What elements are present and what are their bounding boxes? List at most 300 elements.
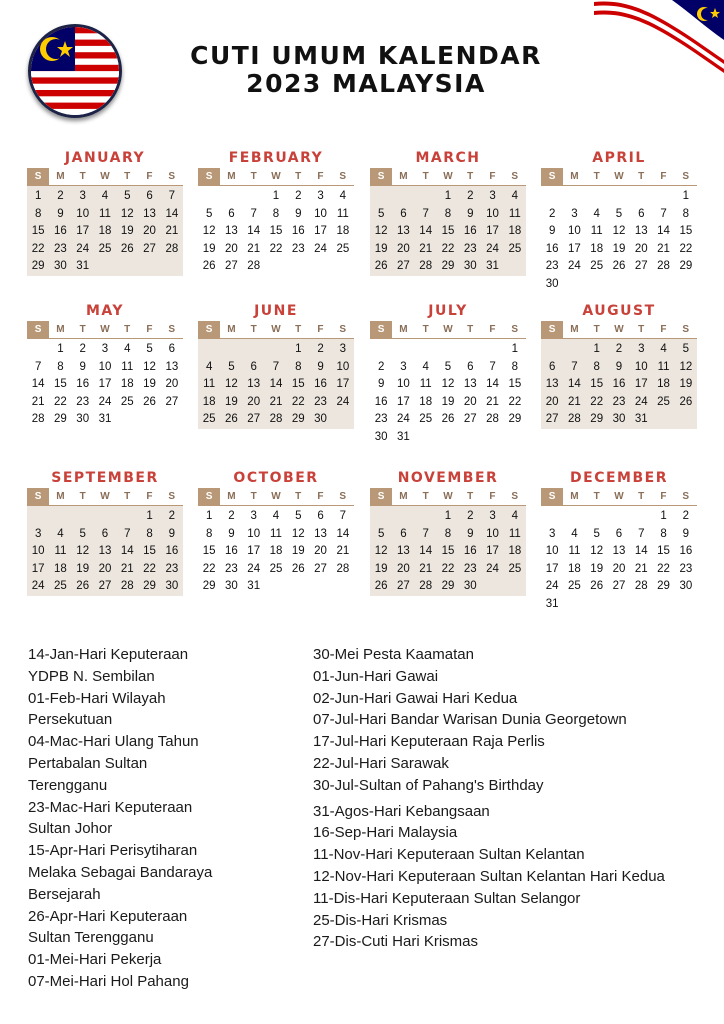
day-cell: 1 xyxy=(146,510,153,522)
day-cell: 12 xyxy=(612,225,626,237)
day-cell: 5 xyxy=(682,343,690,355)
weekday-label: T xyxy=(124,491,131,502)
day-cell: 25 xyxy=(269,562,283,575)
day-cell: 11 xyxy=(121,360,134,373)
day-cell: 30 xyxy=(76,413,90,425)
weekday-label: W xyxy=(614,324,624,335)
empty-day-cell xyxy=(481,341,503,359)
day-cell: 28 xyxy=(31,413,45,425)
day-cell: 28 xyxy=(634,580,648,592)
empty-day-cell xyxy=(563,508,585,526)
day-cell: 14 xyxy=(269,378,283,390)
empty-day-cell xyxy=(243,341,265,359)
day-cell: 15 xyxy=(590,378,604,390)
weekday-label: T xyxy=(467,324,474,335)
empty-day-cell xyxy=(116,508,138,526)
day-cell: 3 xyxy=(548,527,556,540)
day-grid xyxy=(370,186,526,276)
day-cell: 6 xyxy=(146,190,153,202)
day-grid xyxy=(198,506,354,596)
month-calendar xyxy=(370,148,526,276)
weekday-label: M xyxy=(399,324,408,335)
day-cell: 22 xyxy=(679,242,693,255)
day-cell: 10 xyxy=(314,207,327,220)
day-cell: 2 xyxy=(548,207,556,220)
day-cell: 2 xyxy=(615,343,623,355)
title-line-2: 2023 MALAYSIA xyxy=(246,69,486,98)
day-cell: 6 xyxy=(317,510,324,522)
malaysia-flag-circle-icon xyxy=(28,24,122,118)
day-cell: 8 xyxy=(57,360,64,373)
day-cell: 9 xyxy=(228,527,235,540)
weekday-label: M xyxy=(227,491,236,502)
day-cell: 7 xyxy=(638,527,645,540)
empty-day-cell xyxy=(652,188,674,206)
day-cell: 18 xyxy=(269,545,283,557)
day-cell: 11 xyxy=(508,207,521,220)
day-cell: 29 xyxy=(291,413,305,425)
day-cell: 22 xyxy=(291,395,305,408)
weekday-label: M xyxy=(56,491,65,502)
day-cell: 15 xyxy=(143,545,156,557)
day-cell: 17 xyxy=(76,225,90,237)
day-cell: 23 xyxy=(679,562,693,575)
holiday-line: 01-Jun-Hari Gawai xyxy=(313,667,439,685)
day-cell: 19 xyxy=(590,562,604,575)
empty-day-cell xyxy=(370,508,392,526)
holiday-line: 22-Jul-Hari Sarawak xyxy=(313,754,449,772)
empty-day-cell xyxy=(265,341,287,359)
holiday-line: 30-Jul-Sultan of Pahang's Birthday xyxy=(313,776,544,794)
day-cell: 30 xyxy=(314,413,327,425)
month-calendar xyxy=(198,301,354,429)
day-cell: 31 xyxy=(634,413,648,425)
day-cell: 13 xyxy=(634,225,648,237)
day-grid xyxy=(27,186,183,276)
day-cell: 15 xyxy=(31,225,45,237)
weekday-label: F xyxy=(146,491,153,502)
day-cell: 19 xyxy=(612,242,626,255)
weekday-label: W xyxy=(271,491,281,502)
month-name: AUGUST xyxy=(582,303,656,319)
weekday-label: S xyxy=(541,168,563,185)
day-cell: 24 xyxy=(634,395,648,408)
empty-day-cell xyxy=(49,508,71,526)
day-cell: 29 xyxy=(31,260,45,272)
day-cell: 22 xyxy=(657,562,670,575)
day-cell: 7 xyxy=(34,360,42,373)
day-cell: 17 xyxy=(98,378,112,390)
weekday-label: F xyxy=(660,491,667,502)
day-cell: 15 xyxy=(54,378,67,390)
day-cell: 1 xyxy=(57,343,64,355)
day-cell: 31 xyxy=(397,430,410,443)
day-cell: 13 xyxy=(247,378,261,390)
day-grid xyxy=(27,506,183,596)
day-cell: 12 xyxy=(679,360,693,373)
day-cell: 5 xyxy=(228,360,235,373)
empty-day-cell xyxy=(541,341,563,359)
day-cell: 30 xyxy=(463,260,477,272)
month-calendar xyxy=(198,148,354,276)
day-cell: 18 xyxy=(590,242,604,255)
day-cell: 10 xyxy=(76,207,90,220)
day-cell: 3 xyxy=(250,510,257,522)
weekday-label: F xyxy=(489,491,496,502)
day-cell: 17 xyxy=(486,225,499,237)
holiday-line: 30-Mei Pesta Kaamatan xyxy=(313,646,474,663)
month-calendar xyxy=(541,468,697,613)
day-cell: 14 xyxy=(31,378,45,390)
day-cell: 22 xyxy=(441,242,455,255)
day-cell: 19 xyxy=(76,562,90,575)
day-grid xyxy=(198,186,354,276)
empty-day-cell xyxy=(27,341,49,359)
day-cell: 26 xyxy=(679,395,693,408)
day-cell: 28 xyxy=(657,260,670,272)
day-cell: 24 xyxy=(397,413,410,425)
day-cell: 19 xyxy=(143,378,156,390)
day-cell: 26 xyxy=(441,413,455,425)
day-cell: 1 xyxy=(511,343,519,355)
day-cell: 17 xyxy=(336,378,350,390)
day-cell: 15 xyxy=(441,225,455,237)
weekday-label: T xyxy=(124,324,131,335)
holiday-line: 04-Mac-Hari Ulang Tahun xyxy=(28,733,199,751)
empty-day-cell xyxy=(72,508,94,526)
day-cell: 3 xyxy=(489,510,496,522)
day-cell: 27 xyxy=(98,580,112,592)
weekday-label: T xyxy=(250,491,257,502)
day-cell: 30 xyxy=(463,580,477,592)
weekday-label: F xyxy=(660,324,667,335)
day-cell: 8 xyxy=(272,207,280,220)
weekday-label: T xyxy=(422,171,429,182)
day-cell: 12 xyxy=(76,545,90,557)
day-cell: 12 xyxy=(120,207,134,220)
day-cell: 30 xyxy=(679,580,693,592)
holiday-line: 14-Jan-Hari Keputeraan xyxy=(28,646,189,663)
weekday-label: M xyxy=(227,324,236,335)
day-cell: 5 xyxy=(593,527,600,540)
month-calendar xyxy=(370,301,526,446)
day-cell: 16 xyxy=(76,378,90,390)
weekday-label: T xyxy=(79,324,86,335)
day-cell: 4 xyxy=(593,207,600,220)
day-cell: 14 xyxy=(486,378,499,390)
holiday-line: YDPB N. Sembilan xyxy=(28,667,155,685)
day-cell: 4 xyxy=(124,343,131,355)
day-cell: 24 xyxy=(486,562,499,575)
day-cell: 20 xyxy=(314,545,327,557)
weekday-label: S xyxy=(339,324,347,335)
day-cell: 4 xyxy=(660,343,667,355)
day-cell: 28 xyxy=(419,580,433,592)
weekday-header xyxy=(541,321,697,339)
day-cell: 5 xyxy=(295,510,302,522)
weekday-header xyxy=(198,321,354,339)
day-cell: 3 xyxy=(317,190,324,202)
weekday-label: S xyxy=(370,168,392,185)
day-cell: 21 xyxy=(269,395,283,408)
day-cell: 25 xyxy=(419,413,433,425)
day-cell: 17 xyxy=(31,562,45,575)
weekday-label: S xyxy=(168,491,176,502)
day-cell: 26 xyxy=(143,395,156,408)
day-cell: 14 xyxy=(165,207,179,220)
day-cell: 23 xyxy=(463,562,477,575)
weekday-label: F xyxy=(146,171,153,182)
weekday-label: T xyxy=(250,171,257,182)
day-cell: 11 xyxy=(419,378,432,390)
day-cell: 14 xyxy=(657,225,670,237)
day-cell: 18 xyxy=(657,378,670,390)
empty-day-cell xyxy=(198,341,220,359)
day-cell: 29 xyxy=(441,580,455,592)
day-cell: 26 xyxy=(202,260,216,272)
day-cell: 30 xyxy=(612,413,626,425)
day-cell: 10 xyxy=(545,545,559,557)
weekday-label: S xyxy=(682,324,690,335)
day-cell: 5 xyxy=(615,207,623,220)
day-cell: 24 xyxy=(486,242,499,255)
day-cell: 9 xyxy=(467,207,474,220)
day-cell: 25 xyxy=(590,260,604,272)
day-cell: 10 xyxy=(397,378,410,390)
empty-day-cell xyxy=(370,188,392,206)
day-cell: 5 xyxy=(124,190,131,202)
day-cell: 22 xyxy=(31,242,45,255)
day-cell: 8 xyxy=(593,360,600,373)
day-cell: 30 xyxy=(165,580,179,592)
weekday-label: T xyxy=(295,491,302,502)
day-cell: 20 xyxy=(634,242,648,255)
day-cell: 28 xyxy=(120,580,134,592)
day-cell: 11 xyxy=(203,378,216,390)
weekday-label: M xyxy=(399,171,408,182)
flag-ribbon-decoration xyxy=(594,0,724,76)
day-cell: 28 xyxy=(419,260,433,272)
day-cell: 27 xyxy=(463,413,477,425)
day-cell: 19 xyxy=(120,225,134,237)
day-cell: 16 xyxy=(612,378,626,390)
day-cell: 30 xyxy=(374,430,388,443)
day-cell: 25 xyxy=(120,395,134,408)
holiday-line: Terengganu xyxy=(28,776,108,794)
weekday-header xyxy=(198,488,354,506)
day-cell: 5 xyxy=(146,343,153,355)
weekday-label: F xyxy=(317,171,324,182)
day-cell: 9 xyxy=(467,527,474,540)
day-grid xyxy=(370,339,526,446)
weekday-header xyxy=(541,488,697,506)
day-cell: 25 xyxy=(508,562,522,575)
day-cell: 9 xyxy=(168,527,176,540)
month-calendar xyxy=(27,468,183,596)
day-cell: 9 xyxy=(682,527,690,540)
holiday-line: 15-Apr-Hari Perisytiharan xyxy=(28,842,198,860)
day-cell: 2 xyxy=(682,510,690,522)
weekday-label: T xyxy=(79,491,86,502)
day-cell: 8 xyxy=(444,207,452,220)
weekday-label: T xyxy=(467,491,474,502)
day-cell: 19 xyxy=(202,242,216,255)
day-cell: 4 xyxy=(101,190,109,202)
weekday-label: M xyxy=(227,171,236,182)
day-cell: 10 xyxy=(336,360,350,373)
weekday-header xyxy=(198,168,354,186)
day-cell: 18 xyxy=(98,225,112,237)
empty-day-cell xyxy=(586,508,608,526)
holiday-line: Pertabalan Sultan xyxy=(28,754,148,772)
day-cell: 14 xyxy=(419,545,433,557)
day-cell: 12 xyxy=(374,545,388,557)
month-name: FEBRUARY xyxy=(228,150,324,166)
day-cell: 19 xyxy=(374,562,388,575)
day-cell: 20 xyxy=(143,225,156,237)
weekday-label: S xyxy=(511,491,519,502)
day-grid xyxy=(541,506,697,613)
day-cell: 14 xyxy=(336,527,350,540)
day-cell: 1 xyxy=(593,343,600,355)
holiday-line: 27-Dis-Cuti Hari Krismas xyxy=(313,933,479,951)
empty-day-cell xyxy=(541,188,563,206)
day-cell: 11 xyxy=(657,360,670,373)
month-calendar xyxy=(541,301,697,429)
day-cell: 20 xyxy=(247,395,261,408)
weekday-label: T xyxy=(422,491,429,502)
day-cell: 21 xyxy=(634,562,648,575)
day-cell: 20 xyxy=(225,242,238,255)
day-cell: 13 xyxy=(225,225,238,237)
weekday-label: F xyxy=(489,324,496,335)
day-cell: 9 xyxy=(295,207,302,220)
weekday-label: F xyxy=(317,491,324,502)
day-cell: 2 xyxy=(168,510,176,522)
day-cell: 23 xyxy=(463,242,477,255)
holiday-line: Melaka Sebagai Bandaraya xyxy=(28,863,213,881)
weekday-label: F xyxy=(317,324,324,335)
day-cell: 10 xyxy=(486,527,499,540)
day-cell: 21 xyxy=(657,242,670,255)
day-cell: 13 xyxy=(397,545,410,557)
weekday-label: S xyxy=(198,321,220,338)
holiday-line: 31-Agos-Hari Kebangsaan xyxy=(313,802,490,820)
day-cell: 26 xyxy=(590,580,604,592)
day-cell: 26 xyxy=(120,242,134,255)
month-name: APRIL xyxy=(592,150,646,166)
day-cell: 11 xyxy=(336,207,349,220)
day-cell: 22 xyxy=(269,242,283,255)
day-cell: 27 xyxy=(143,242,156,255)
day-cell: 21 xyxy=(247,242,261,255)
day-cell: 14 xyxy=(120,545,134,557)
weekday-label: T xyxy=(638,171,645,182)
holiday-line: 11-Nov-Hari Keputeraan Sultan Kelantan xyxy=(313,846,585,864)
day-cell: 24 xyxy=(76,242,90,255)
day-cell: 19 xyxy=(679,378,693,390)
day-cell: 15 xyxy=(679,225,693,237)
month-calendar xyxy=(27,148,183,276)
weekday-label: M xyxy=(570,491,579,502)
day-cell: 16 xyxy=(225,545,238,557)
day-cell: 1 xyxy=(205,510,213,522)
day-cell: 9 xyxy=(317,360,324,373)
empty-day-cell xyxy=(243,188,265,206)
day-cell: 5 xyxy=(205,207,213,220)
empty-day-cell xyxy=(630,508,652,526)
day-cell: 21 xyxy=(486,395,499,408)
day-cell: 12 xyxy=(374,225,388,237)
month-name: JUNE xyxy=(254,303,298,319)
day-cell: 28 xyxy=(486,413,499,425)
day-cell: 4 xyxy=(511,190,519,202)
holiday-list-left xyxy=(28,644,308,993)
day-cell: 17 xyxy=(314,225,327,237)
weekday-label: S xyxy=(198,168,220,185)
day-grid xyxy=(27,339,183,429)
day-cell: 8 xyxy=(511,360,519,373)
holiday-line: 23-Mac-Hari Keputeraan xyxy=(28,798,193,816)
day-cell: 18 xyxy=(336,225,350,237)
day-cell: 4 xyxy=(57,527,64,540)
weekday-label: S xyxy=(541,321,563,338)
holiday-line: 01-Mei-Hari Pekerja xyxy=(28,951,162,969)
day-cell: 15 xyxy=(202,545,216,557)
month-name: MARCH xyxy=(415,150,481,166)
day-cell: 17 xyxy=(568,242,581,255)
weekday-label: S xyxy=(541,488,563,505)
day-cell: 20 xyxy=(397,562,410,575)
day-cell: 2 xyxy=(228,510,235,522)
day-cell: 18 xyxy=(202,395,216,408)
day-cell: 7 xyxy=(250,207,257,220)
day-cell: 16 xyxy=(291,225,305,237)
day-cell: 25 xyxy=(98,242,112,255)
empty-day-cell xyxy=(630,188,652,206)
day-grid xyxy=(541,339,697,429)
weekday-label: S xyxy=(511,171,519,182)
weekday-label: T xyxy=(638,324,645,335)
day-cell: 29 xyxy=(679,260,693,272)
day-cell: 4 xyxy=(272,510,280,522)
holiday-line: Bersejarah xyxy=(28,885,101,903)
day-cell: 22 xyxy=(202,562,216,575)
day-cell: 7 xyxy=(168,190,176,202)
day-grid xyxy=(541,186,697,293)
day-cell: 24 xyxy=(545,580,559,592)
day-cell: 25 xyxy=(568,580,581,592)
day-cell: 6 xyxy=(400,207,407,220)
page-title xyxy=(150,42,582,98)
day-cell: 12 xyxy=(590,545,604,557)
day-cell: 24 xyxy=(568,260,581,272)
day-cell: 1 xyxy=(295,343,302,355)
day-cell: 18 xyxy=(508,545,522,557)
day-cell: 2 xyxy=(467,510,474,522)
day-cell: 15 xyxy=(441,545,455,557)
day-cell: 23 xyxy=(314,395,327,408)
day-cell: 19 xyxy=(291,545,305,557)
day-cell: 28 xyxy=(247,260,261,272)
weekday-header xyxy=(27,321,183,339)
weekday-label: W xyxy=(100,491,110,502)
day-cell: 23 xyxy=(225,562,238,575)
weekday-label: F xyxy=(660,171,667,182)
weekday-label: T xyxy=(593,491,600,502)
day-cell: 6 xyxy=(101,527,109,540)
day-cell: 23 xyxy=(165,562,179,575)
